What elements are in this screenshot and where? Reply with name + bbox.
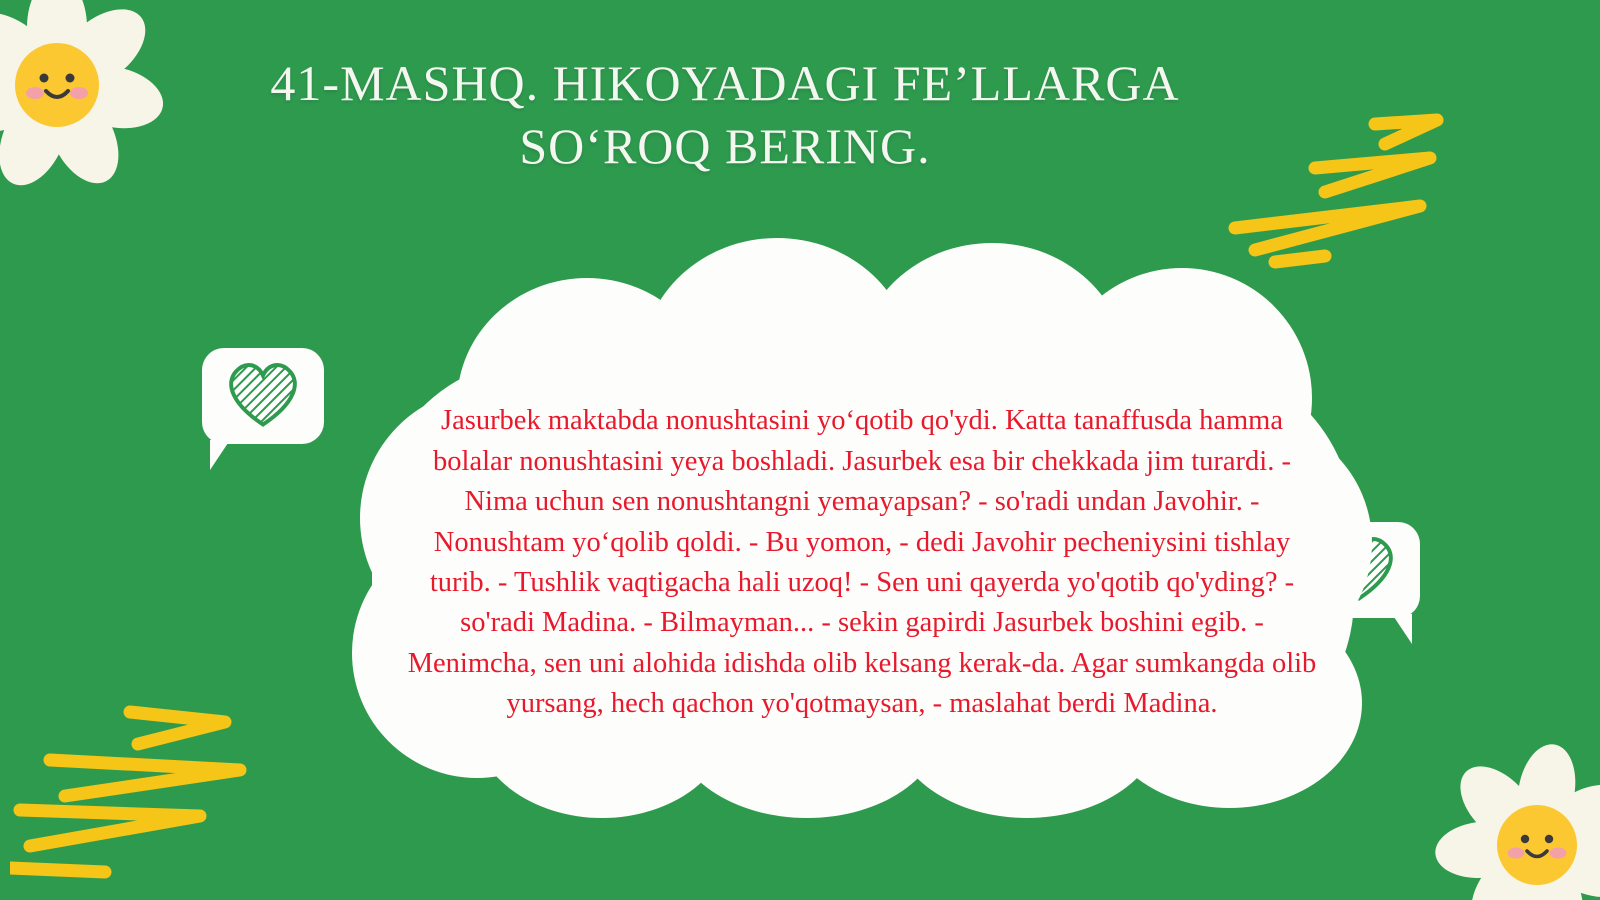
speech-bubble-tail (210, 440, 230, 470)
speech-bubble-left (202, 348, 324, 444)
flower-icon (1432, 740, 1600, 900)
heart-icon (224, 359, 302, 434)
cloud-text-panel (352, 238, 1374, 798)
story-text-area (382, 348, 1342, 778)
squiggle-icon (10, 700, 260, 900)
speech-bubble-tail (1392, 614, 1412, 644)
page-title-line-1: 41-MASHQ. HIKOYADAGI FE’LLARGA (270, 55, 1180, 111)
page-title (150, 52, 1300, 177)
page-title-line-2: SO‘ROQ BERING. (519, 117, 931, 174)
flower-icon (0, 0, 172, 195)
story-text: Jasurbek maktabda nonushtasini yo‘qotib qo'ydi. Katta tanaffusda hamma bolalar nonushtasini yeya boshladi. Jasurbek esa bir chekkada jim turardi. - Nima uchun sen nonushtangni yemayapsan? - so'radi undan Javohir. - Nonushtam yo‘qolib qoldi. - Bu yomon, - dedi Javohir pecheniysini tishlay turib. - Tushlik vaqtigacha hali uzoq! - Sen uni qayerda yo'qotib qo'yding? - so'radi Madina. - Bilmayman... - sekin gapirdi Jasurbek boshini egib. - Menimcha, sen uni alohida idishda olib kelsang kerak-da. Agar sumkangda olib yursang, hech qachon yo'qotmaysan, - maslahat berdi Madina. (407, 405, 1317, 720)
